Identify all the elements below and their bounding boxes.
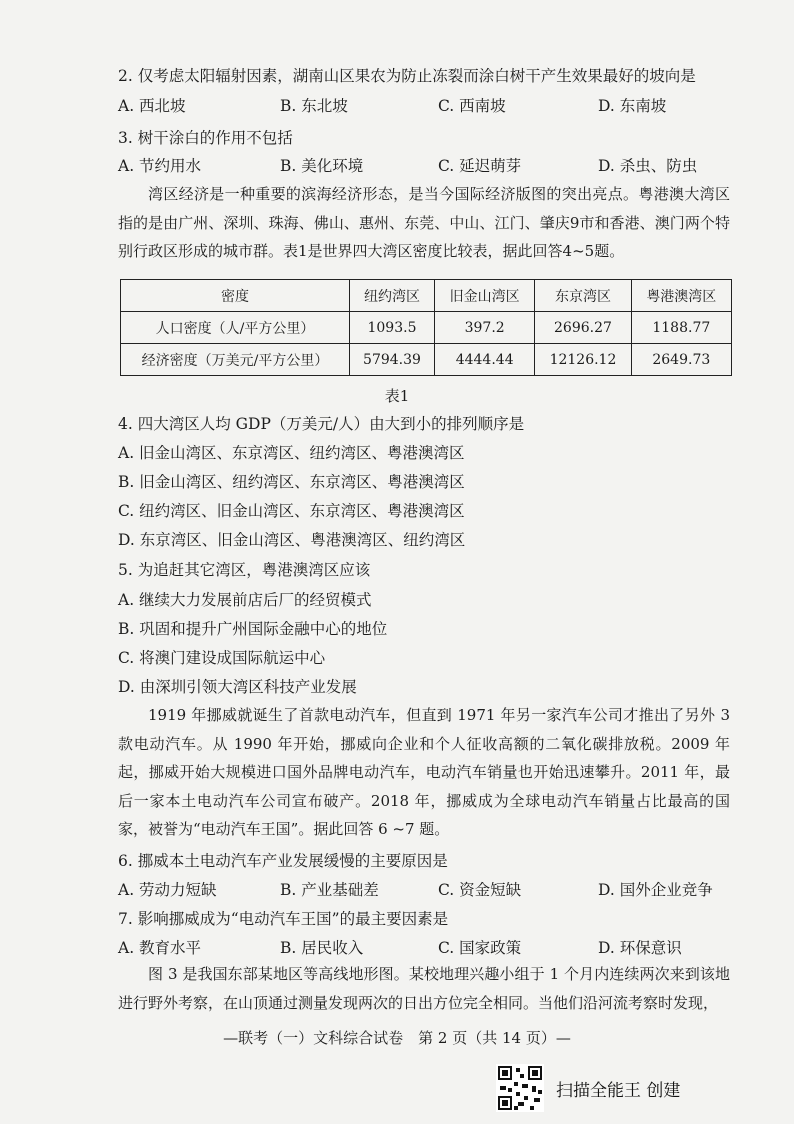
question-5-stem: 5. 为追赶其它湾区，粤港澳湾区应该	[118, 561, 371, 579]
q4-option-a: A. 旧金山湾区、东京湾区、纽约湾区、粤港澳湾区	[118, 444, 465, 462]
table-header-cell: 东京湾区	[535, 280, 631, 312]
q5-option-b: B. 巩固和提升广州国际金融中心的地位	[118, 620, 388, 638]
page-footer: —联考（一）文科综合试卷 第 2 页（共 14 页）—	[223, 1029, 571, 1047]
q6-option-b: B. 产业基础差	[280, 881, 379, 899]
q3-option-b: B. 美化环境	[280, 157, 364, 175]
q2-option-c: C. 西南坡	[438, 97, 506, 115]
contour-map-intro: 图 3 是我国东部某地区等高线地形图。某校地理兴趣小组于 1 个月内连续两次来到该地进行野外考察，在山顶通过测量发现两次的日出方位完全相同。当他们沿河流考察时发现，	[118, 965, 730, 1012]
table-cell: 5794.39	[350, 344, 435, 376]
table-header-cell: 粤港澳湾区	[631, 280, 731, 312]
question-6-options	[0, 879, 794, 901]
q2-option-b: B. 东北坡	[280, 97, 348, 115]
q2-option-a: A. 西北坡	[118, 97, 186, 115]
table-cell: 1093.5	[350, 312, 435, 344]
q4-option-c: C. 纽约湾区、旧金山湾区、东京湾区、粤港澳湾区	[118, 502, 465, 520]
question-2-stem: 2. 仅考虑太阳辐射因素，湖南山区果农为防止冻裂而涂白树干产生效果最好的坡向是	[118, 67, 696, 85]
table-row	[121, 312, 732, 344]
question-7-options	[0, 937, 794, 959]
question-3-options	[0, 155, 794, 177]
q5-option-a: A. 继续大力发展前店后厂的经贸模式	[118, 591, 372, 609]
question-4-stem: 4. 四大湾区人均 GDP（万美元/人）由大到小的排列顺序是	[118, 415, 525, 433]
table-cell: 4444.44	[434, 344, 534, 376]
table-cell: 2649.73	[631, 344, 731, 376]
question-6-stem: 6. 挪威本土电动汽车产业发展缓慢的主要原因是	[118, 852, 448, 870]
question-7-stem: 7. 影响挪威成为“电动汽车王国”的最主要因素是	[118, 910, 449, 928]
q7-option-d: D. 环保意识	[598, 939, 682, 957]
q6-option-c: C. 资金短缺	[438, 881, 522, 899]
table-cell: 1188.77	[631, 312, 731, 344]
q7-option-b: B. 居民收入	[280, 939, 364, 957]
table-header-cell: 纽约湾区	[350, 280, 435, 312]
q6-option-d: D. 国外企业竞争	[598, 881, 713, 899]
table-header-cell: 旧金山湾区	[434, 280, 534, 312]
table-cell: 12126.12	[535, 344, 631, 376]
q2-option-d: D. 东南坡	[598, 97, 667, 115]
table-header-row	[121, 280, 732, 312]
question-2-options	[0, 95, 794, 117]
scanner-watermark: 扫描全能王 创建	[556, 1081, 681, 1101]
table-cell: 2696.27	[535, 312, 631, 344]
q4-option-d: D. 东京湾区、旧金山湾区、粤港澳湾区、纽约湾区	[118, 531, 466, 549]
question-3-stem: 3. 树干涂白的作用不包括	[118, 129, 293, 147]
q3-option-a: A. 节约用水	[118, 157, 202, 175]
norway-ev-intro: 1919 年挪威就诞生了首款电动汽车，但直到 1971 年另一家汽车公司才推出了另外 3 款电动汽车。从 1990 年开始，挪威向企业和个人征收高额的二氧化碳排放税。2009 年起，挪威开始大规模进口国外品牌电动汽车，电动汽车销量也开始迅速攀升。2011 年，最后一家本土电动汽车公司宣布破产。2018 年，挪威成为全球电动汽车销量占比最高的国家，被誉为“电动汽车王国”。据此回答 6 ~7 题。	[118, 706, 730, 838]
bay-area-intro: 湾区经济是一种重要的滨海经济形态，是当今国际经济版图的突出亮点。粤港澳大湾区指的是由广州、深圳、珠海、佛山、惠州、东莞、中山、江门、肇庆9市和香港、澳门两个特别行政区形成的城市群。表1是世界四大湾区密度比较表，据此回答4~5题。	[118, 185, 730, 260]
q7-option-c: C. 国家政策	[438, 939, 522, 957]
q3-option-c: C. 延迟萌芽	[438, 157, 522, 175]
q7-option-a: A. 教育水平	[118, 939, 202, 957]
q6-option-a: A. 劳动力短缺	[118, 881, 217, 899]
q4-option-b: B. 旧金山湾区、纽约湾区、东京湾区、粤港澳湾区	[118, 473, 465, 491]
table-header-cell: 密度	[121, 280, 350, 312]
q5-option-d: D. 由深圳引领大湾区科技产业发展	[118, 678, 357, 696]
q5-option-c: C. 将澳门建设成国际航运中心	[118, 649, 326, 667]
table-row-label: 人口密度（人/平方公里）	[121, 312, 350, 344]
table-cell: 397.2	[434, 312, 534, 344]
table-row	[121, 344, 732, 376]
density-table	[120, 279, 732, 376]
table-row-label: 经济密度（万美元/平方公里）	[121, 344, 350, 376]
q3-option-d: D. 杀虫、防虫	[598, 157, 698, 175]
qr-code-icon	[496, 1064, 544, 1112]
table-caption: 表1	[384, 387, 410, 405]
